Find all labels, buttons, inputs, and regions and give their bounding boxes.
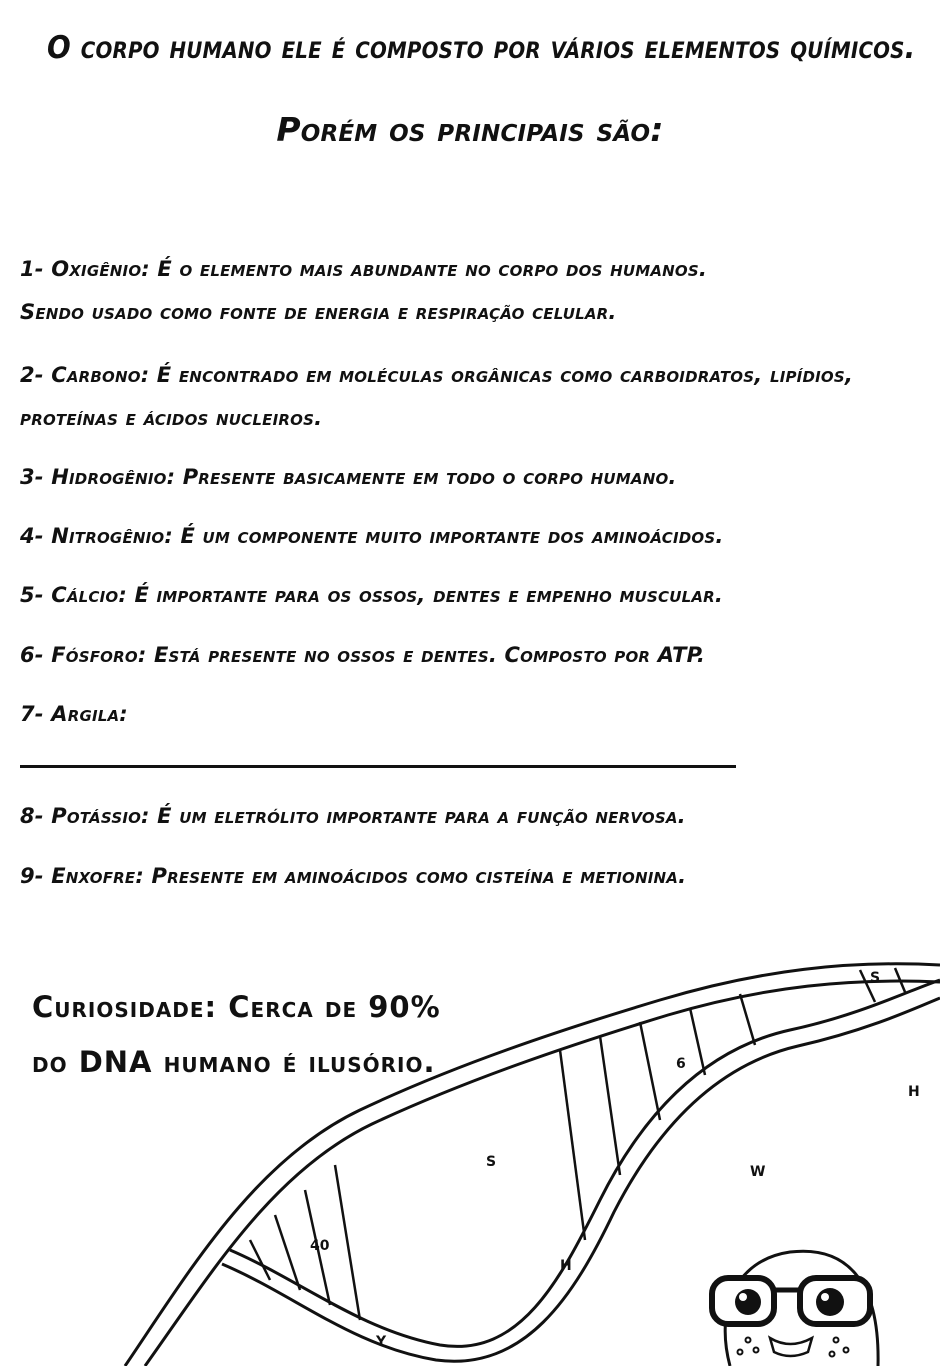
dna-label: 6 [676,1056,686,1072]
dna-helix-illustration [0,940,940,1366]
base-pair [740,994,755,1045]
dna-label: H [908,1084,920,1100]
item-1-line-2: Sendo usado como fonte de energia e respiração celular. [20,300,617,324]
eye-left [735,1289,761,1315]
base-pair [690,1008,705,1075]
base-pair [600,1036,620,1175]
nerd-atom-mascot [712,1251,878,1366]
list-item-carbono [20,354,900,440]
item-2-line-1: 2- Carbono: É encontrado em moléculas orgânicas como carboidratos, lipídios, [20,363,854,387]
eye-right-shine [821,1293,829,1301]
dna-label: S [870,970,881,986]
eye-left-shine [739,1293,747,1301]
dna-label: S [486,1154,497,1170]
list-item-nitrogenio: 4- Nitrogênio: É um componente muito importante dos aminoácidos. [20,524,724,548]
dna-label: Y [376,1334,387,1350]
answer-blank-line [20,765,736,768]
base-pair [560,1050,585,1240]
curiosity-line-2: do DNA humano é ilusório. [32,1045,436,1079]
curiosity-line-1: Curiosidade: Cerca de 90% [32,990,441,1024]
item-1-line-1: 1- Oxigênio: É o elemento mais abundante no corpo dos humanos. [20,257,708,281]
list-item-hidrogenio: 3- Hidrogênio: Presente basicamente em todo o corpo humano. [20,465,677,489]
base-pair [335,1165,360,1320]
dna-label: W [750,1164,766,1180]
title-line-1: O corpo humano ele é composto por vários elementos químicos. [47,30,916,66]
dna-label: H [560,1258,572,1274]
list-item-fosforo: 6- Fósforo: Está presente no ossos e dentes. Composto por ATP. [20,643,706,667]
dna-label: 40 [310,1238,330,1254]
item-2-line-2: proteínas e ácidos nucleiros. [20,406,323,430]
title-line-2: Porém os principais são: [276,110,664,149]
list-item-enxofre: 9- Enxofre: Presente em aminoácidos como cisteína e metionina. [20,864,687,888]
list-item-calcio: 5- Cálcio: É importante para os ossos, dentes e empenho muscular. [20,583,724,607]
list-item-argila: 7- Argila: [20,702,128,726]
base-pair [640,1022,660,1120]
list-item-potassio: 8- Potássio: É um eletrólito importante para a função nervosa. [20,804,686,828]
list-item-oxigenio [20,248,900,334]
eye-right [816,1288,844,1316]
